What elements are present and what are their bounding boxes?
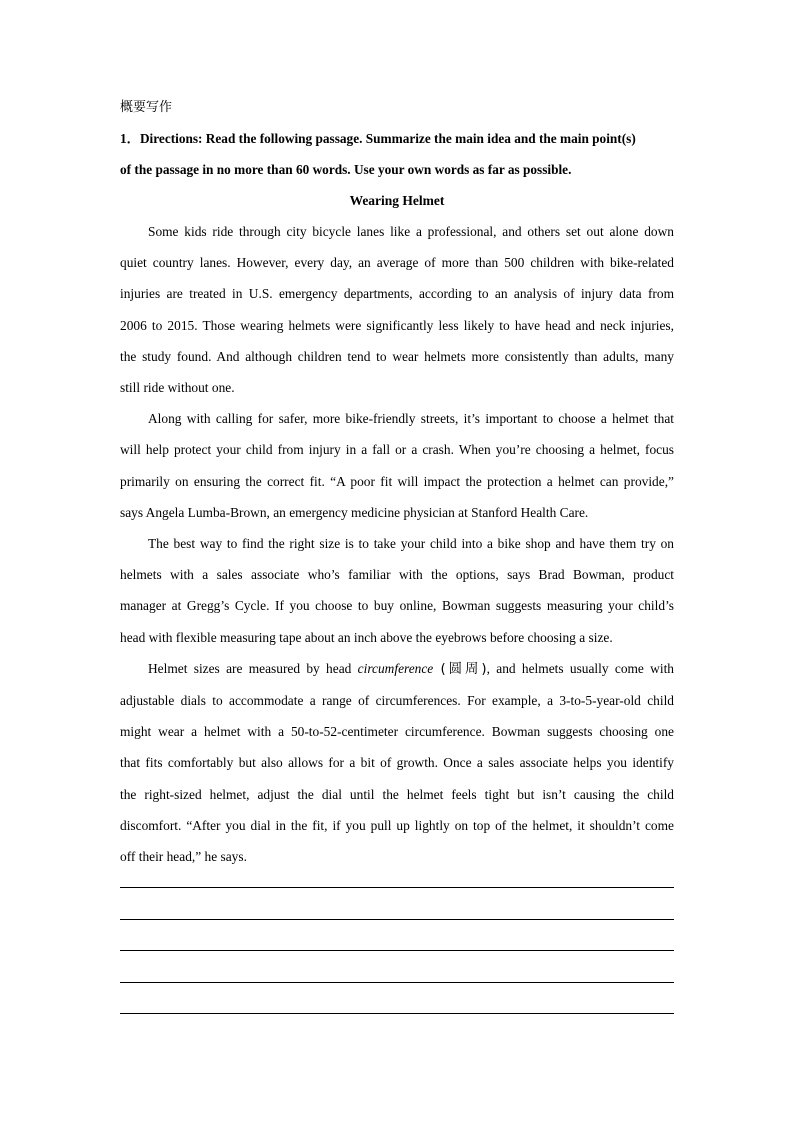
text-line: still ride without one. [120, 380, 235, 396]
text-line: primarily on ensuring the correct fit. “A poor fit will impact the protection a helmet can provide,” [120, 473, 674, 489]
directions-line-1 [120, 123, 674, 154]
text-line: Along with calling for safer, more bike-friendly streets, it’s important to choose a helmet that [148, 411, 674, 427]
text-line: discomfort. “After you dial in the fit, if you pull up lightly on top of the helmet, it shouldn’t come [120, 817, 674, 833]
text-line: the study found. And although children tend to wear helmets more consistently than adults, many [120, 348, 674, 364]
directions-text-1: Directions: Read the following passage. Summarize the main idea and the main point(s) [139, 131, 636, 146]
italic-term: circumference [357, 660, 434, 676]
text-run: Helmet sizes are measured by head [148, 660, 358, 676]
text-line: quiet country lanes. However, every day, an average of more than 500 children with bike-related [120, 255, 674, 271]
text-line: Some kids ride through city bicycle lanes like a professional, and others set out alone down [148, 224, 674, 239]
answer-line[interactable] [120, 1013, 674, 1014]
text-line [120, 653, 674, 685]
directions-block [120, 123, 674, 185]
paragraph-4 [120, 653, 674, 872]
answer-lines [120, 887, 674, 1045]
paragraph-3 [120, 528, 674, 653]
chinese-gloss: (圆周) [433, 661, 487, 677]
text-line: that fits comfortably but also allows for a bit of growth. Once a sales associate helps you identify [120, 755, 674, 771]
text-line: 2006 to 2015. Those wearing helmets were significantly less likely to have head and neck injuries, [120, 317, 674, 333]
text-line: manager at Gregg’s Cycle. If you choose to buy online, Bowman suggests measuring your child’s [120, 598, 674, 614]
text-line: helmets with a sales associate who’s familiar with the options, says Brad Bowman, product [120, 567, 674, 583]
text-line: injuries are treated in U.S. emergency departments, according to an analysis of injury data from [120, 286, 674, 302]
text-line: will help protect your child from injury in a fall or a crash. When you’re choosing a helmet, focus [120, 442, 674, 458]
document-page [120, 92, 674, 872]
text-line: off their head,” he says. [120, 849, 247, 865]
text-line: head with flexible measuring tape about an inch above the eyebrows before choosing a size. [120, 629, 613, 645]
text-line: adjustable dials to accommodate a range of circumferences. For example, a 3-to-5-year-old child [120, 693, 674, 709]
paragraph-1 [120, 216, 674, 403]
text-line: the right-sized helmet, adjust the dial until the helmet feels tight but isn’t causing the child [120, 786, 674, 802]
question-number: 1． [120, 131, 140, 146]
paragraph-2 [120, 403, 674, 528]
answer-line[interactable] [120, 950, 674, 951]
text-line: The best way to find the right size is to take your child into a bike shop and have them try on [148, 536, 674, 552]
section-heading: 概要写作 [120, 100, 173, 115]
answer-line[interactable] [120, 919, 674, 920]
passage-title: Wearing Helmet [349, 193, 445, 208]
answer-line[interactable] [120, 887, 674, 888]
directions-line-2: of the passage in no more than 60 words. Use your own words as far as possible. [120, 162, 572, 177]
text-run: , and helmets usually come with [486, 660, 674, 676]
answer-line[interactable] [120, 982, 674, 983]
text-line: might wear a helmet with a 50-to-52-centimeter circumference. Bowman suggests choosing one [120, 724, 674, 740]
text-line: says Angela Lumba-Brown, an emergency medicine physician at Stanford Health Care. [120, 504, 589, 520]
